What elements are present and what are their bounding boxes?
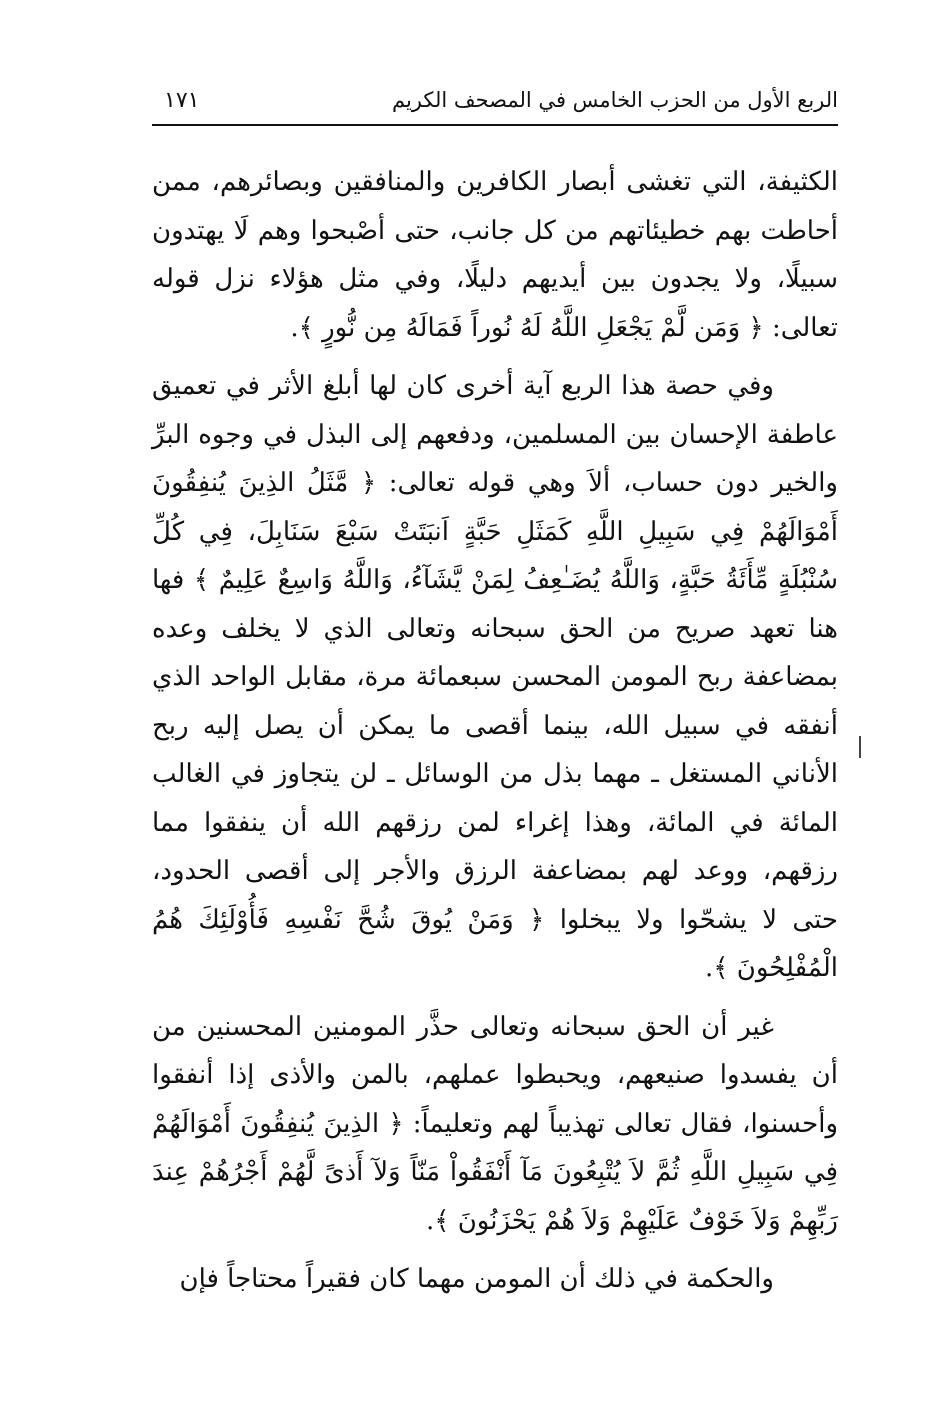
paragraph-3: غير أن الحق سبحانه وتعالى حذَّر المومنين المحسنين من أن يفسدوا صنيعهم، ويحبطوا عملهم، بالمن والأذى إذا أنفقوا وأحسنوا، فقال تعالى تهذيباً لهم وتعليماً: ﴿ الذِينَ يُنفِقُونَ أَمْوَالَهُمْ فِي سَبِيلِ اللَّهِ ثُمَّ لاَ يُتْبِعُونَ مَآ أَنْفَقُواْ مَنّاً وَلآ أَذىً لَّهُمْ أَجْرُهُمْ عِندَ رَبِّهِمْ وَلاَ خَوْفٌ عَلَيْهِمْ وَلاَ هُمْ يَحْزَنُونَ ﴾. [152, 1011, 838, 1236]
paragraph-2: وفي حصة هذا الربع آية أخرى كان لها أبلغ الأثر في تعميق عاطفة الإحسان بين المسلمين، ودفعهم إلى البذل في وجوه البرِّ والخير دون حساب، ألاَ وهي قوله تعالى: ﴿ مَّثَلُ الذِينَ يُنفِقُونَ أَمْوَالَهُمْ فِي سَبِيلِ اللَّهِ كَمَثَلِ حَبَّةٍ اَنبَتَتْ سَبْعَ سَنَابِلَ، فِي كُلِّ سُنْبُلَةٍ مِّأَئَةُ حَبَّةٍ، وَاللَّهُ يُضَـٰعِفُ لِمَنْ يَّشَآءُ، وَاللَّهُ وَاسِعٌ عَلِيمٌ ﴾ فها هنا تعهد صريح من الحق سبحانه وتعالى الذي لا يخلف وعده بمضاعفة ربح المومن المحسن سبعمائة مرة، مقابل الواحد الذي أنفقه في سبيل الله، بينما أقصى ما يمكن أن يصل إليه ربح الأناني المستغل ـ مهما بذل من الوسائل ـ لن يتجاوز في الغالب المائة في المائة، وهذا إغراء لمن رزقهم الله أن ينفقوا مما رزقهم، ووعد لهم بمضاعفة الرزق والأجر إلى أقصى الحدود، حتى لا يشحّوا ولا يبخلوا ﴿ وَمَنْ يُوقَ شُحَّ نَفْسِهِ فَأُوْلَئِكَ هُمُ الْمُفْلِحُونَ ﴾. [152, 371, 839, 983]
header-rule [152, 124, 838, 126]
running-title: الربع الأول من الحزب الخامس في المصحف الكريم [391, 88, 838, 112]
paragraph-1: الكثيفة، التي تغشى أبصار الكافرين والمنافقين وبصائرهم، ممن أحاطت بهم خطيئاتهم من كل جانب، حتى أصْبحوا وهم لَا يهتدون سبيلًا، ولا يجدون بين أيديهم دليلًا، وفي مثل هؤلاء نزل قوله تعالى: ﴿ وَمَن لَّمْ يَجْعَلِ اللَّهُ لَهُ نُوراً فَمَالَهُ مِن نُّورٍ ﴾. [152, 167, 838, 343]
page-number: ١٧١ [164, 88, 200, 113]
body-text [152, 158, 838, 1304]
paragraph-4: والحكمة في ذلك أن المومن مهما كان فقيراً محتاجاً فإن [179, 1264, 774, 1294]
page-header [152, 82, 838, 126]
margin-mark [859, 736, 861, 758]
